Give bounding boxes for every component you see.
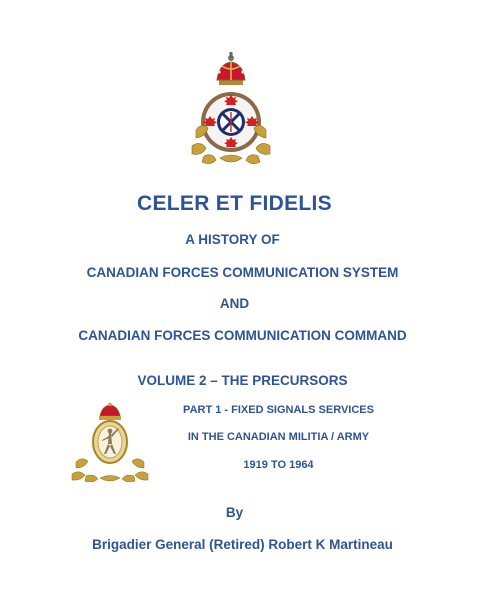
subtitle-a-history-of: A HISTORY OF bbox=[185, 232, 280, 247]
crown-icon bbox=[217, 52, 245, 85]
subtitle-cfcs: CANADIAN FORCES COMMUNICATION SYSTEM bbox=[86, 265, 399, 280]
document-title: CELER ET FIDELIS bbox=[137, 192, 332, 215]
author-name: Brigadier General (Retired) Robert K Martineau bbox=[92, 537, 393, 552]
subtitle-cfcc: CANADIAN FORCES COMMUNICATION COMMAND bbox=[78, 328, 407, 343]
subtitle-and: AND bbox=[219, 296, 250, 311]
year-range: 1919 TO 1964 bbox=[243, 459, 314, 471]
side-emblem-icon bbox=[68, 402, 152, 482]
part-heading: PART 1 - FIXED SIGNALS SERVICES bbox=[183, 404, 374, 416]
by-line: By bbox=[225, 505, 244, 520]
part-subheading: IN THE CANADIAN MILITIA / ARMY bbox=[187, 431, 370, 443]
volume-heading: VOLUME 2 – THE PRECURSORS bbox=[137, 373, 348, 388]
top-emblem-icon bbox=[186, 50, 276, 168]
